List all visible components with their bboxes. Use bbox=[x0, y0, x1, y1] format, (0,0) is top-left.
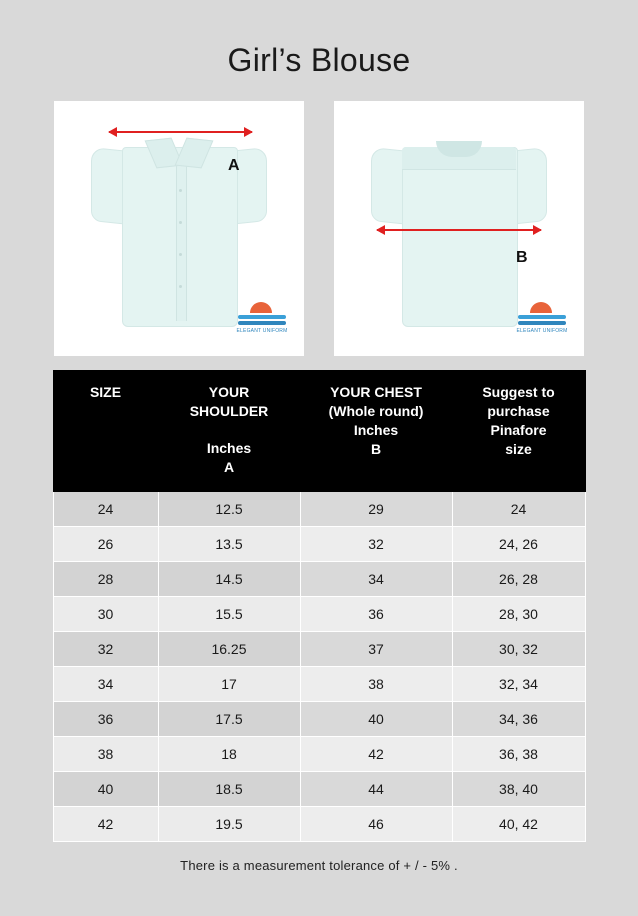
button-dot bbox=[179, 285, 182, 288]
cell-shoulder: 14.5 bbox=[158, 561, 300, 596]
table-row bbox=[53, 631, 585, 666]
cell-chest: 37 bbox=[300, 631, 452, 666]
brand-watermark bbox=[516, 302, 568, 338]
watermark-text: ELEGANT UNIFORM bbox=[516, 328, 568, 334]
cell-shoulder: 18 bbox=[158, 736, 300, 771]
wave-icon bbox=[238, 321, 286, 325]
cell-pinafore: 38, 40 bbox=[452, 771, 585, 806]
table-row bbox=[53, 526, 585, 561]
table-body bbox=[53, 491, 585, 841]
wave-icon bbox=[518, 315, 566, 319]
cell-shoulder: 13.5 bbox=[158, 526, 300, 561]
button-dot bbox=[179, 189, 182, 192]
brand-watermark bbox=[236, 302, 288, 338]
table-row bbox=[53, 561, 585, 596]
cell-size: 40 bbox=[53, 771, 158, 806]
cell-pinafore: 32, 34 bbox=[452, 666, 585, 701]
table-row bbox=[53, 771, 585, 806]
cell-size: 34 bbox=[53, 666, 158, 701]
cell-pinafore: 40, 42 bbox=[452, 806, 585, 841]
cell-pinafore: 26, 28 bbox=[452, 561, 585, 596]
tolerance-note: There is a measurement tolerance of + / - 5% . bbox=[180, 857, 458, 873]
cell-chest: 34 bbox=[300, 561, 452, 596]
cell-shoulder: 15.5 bbox=[158, 596, 300, 631]
cell-pinafore: 34, 36 bbox=[452, 701, 585, 736]
table-header-row bbox=[53, 371, 585, 492]
shoulder-measure-arrow bbox=[109, 131, 252, 133]
sun-icon bbox=[250, 302, 272, 313]
button-dot bbox=[179, 253, 182, 256]
page-title: Girl’s Blouse bbox=[227, 42, 411, 78]
product-images bbox=[0, 101, 638, 356]
cell-size: 26 bbox=[53, 526, 158, 561]
column-header-pinafore: Suggest to purchase Pinafore size bbox=[452, 371, 585, 492]
column-header-chest: YOUR CHEST (Whole round) Inches B bbox=[300, 371, 452, 492]
back-shirt-illustration bbox=[334, 101, 584, 356]
cell-chest: 42 bbox=[300, 736, 452, 771]
cell-shoulder: 17 bbox=[158, 666, 300, 701]
table-row bbox=[53, 491, 585, 526]
cell-size: 24 bbox=[53, 491, 158, 526]
cell-pinafore: 36, 38 bbox=[452, 736, 585, 771]
cell-pinafore: 24 bbox=[452, 491, 585, 526]
table-header bbox=[53, 371, 585, 492]
button-dot bbox=[179, 221, 182, 224]
table-row bbox=[53, 806, 585, 841]
column-header-shoulder: YOUR SHOULDER Inches A bbox=[158, 371, 300, 492]
cell-shoulder: 16.25 bbox=[158, 631, 300, 666]
chest-measure-arrow bbox=[377, 229, 541, 231]
cell-size: 38 bbox=[53, 736, 158, 771]
cell-size: 32 bbox=[53, 631, 158, 666]
cell-size: 36 bbox=[53, 701, 158, 736]
cell-chest: 36 bbox=[300, 596, 452, 631]
cell-chest: 46 bbox=[300, 806, 452, 841]
cell-chest: 29 bbox=[300, 491, 452, 526]
column-header-size: SIZE bbox=[53, 371, 158, 492]
cell-chest: 44 bbox=[300, 771, 452, 806]
cell-shoulder: 18.5 bbox=[158, 771, 300, 806]
front-view-card bbox=[54, 101, 304, 356]
back-view-card bbox=[334, 101, 584, 356]
wave-icon bbox=[238, 315, 286, 319]
wave-icon bbox=[518, 321, 566, 325]
watermark-text: ELEGANT UNIFORM bbox=[236, 328, 288, 334]
cell-size: 30 bbox=[53, 596, 158, 631]
cell-pinafore: 24, 26 bbox=[452, 526, 585, 561]
cell-shoulder: 12.5 bbox=[158, 491, 300, 526]
cell-chest: 40 bbox=[300, 701, 452, 736]
cell-chest: 32 bbox=[300, 526, 452, 561]
size-table bbox=[53, 370, 586, 842]
chest-measure-label: B bbox=[516, 249, 528, 266]
cell-pinafore: 28, 30 bbox=[452, 596, 585, 631]
table-row bbox=[53, 701, 585, 736]
cell-chest: 38 bbox=[300, 666, 452, 701]
sun-icon bbox=[530, 302, 552, 313]
table-row bbox=[53, 666, 585, 701]
cell-shoulder: 17.5 bbox=[158, 701, 300, 736]
cell-size: 28 bbox=[53, 561, 158, 596]
cell-size: 42 bbox=[53, 806, 158, 841]
cell-shoulder: 19.5 bbox=[158, 806, 300, 841]
shirt-body bbox=[402, 147, 518, 327]
cell-pinafore: 30, 32 bbox=[452, 631, 585, 666]
table-row bbox=[53, 736, 585, 771]
front-shirt-illustration bbox=[54, 101, 304, 356]
table-row bbox=[53, 596, 585, 631]
shoulder-measure-label: A bbox=[228, 157, 240, 174]
button-placket bbox=[176, 161, 187, 321]
